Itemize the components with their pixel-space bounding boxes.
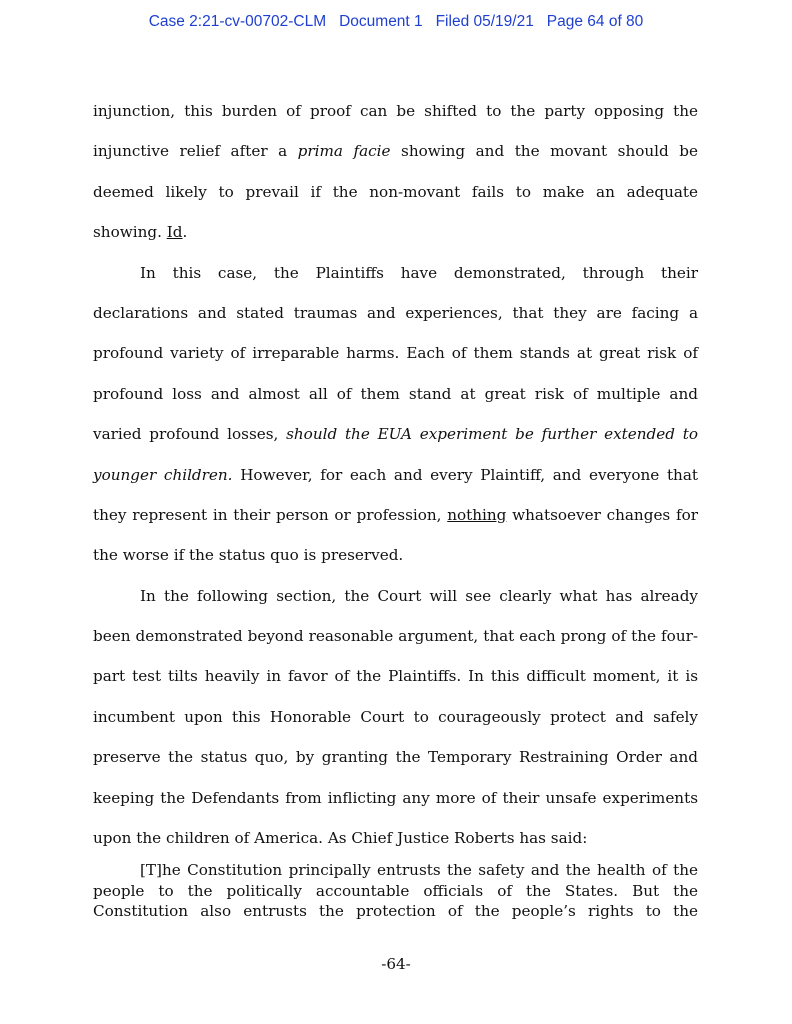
body-line: In this case, the Plaintiffs have demonstrated, through their — [140, 263, 698, 282]
filed-date: Filed 05/19/21 — [435, 13, 534, 30]
body-line: upon the children of America. As Chief Justice Roberts has said: — [93, 829, 588, 848]
quote-line: [T]he Constitution principally entrusts the safety and the health of the — [140, 861, 698, 879]
underlined-text: nothing — [447, 505, 507, 524]
body-line — [93, 495, 698, 535]
case-number: Case 2:21-cv-00702-CLM — [148, 13, 327, 30]
page-number: -64- — [381, 955, 411, 973]
document-body — [93, 91, 698, 858]
body-line: keeping the Defendants from inflicting any more of their unsafe experiments — [93, 788, 698, 807]
body-line: been demonstrated beyond reasonable argument, that each prong of the four- — [93, 627, 698, 646]
body-line: profound loss and almost all of them stand at great risk of multiple and — [93, 384, 698, 403]
text-run: varied profound losses, — [93, 425, 287, 444]
text-run: they represent in their person or profession, — [93, 505, 448, 524]
body-line: profound variety of irreparable harms. Each of them stands at great risk of — [93, 344, 698, 363]
document-number: Document 1 — [339, 13, 423, 30]
text-run: injunctive relief after a — [93, 142, 298, 161]
italic-text: should the EUA experiment be further extended to — [286, 425, 698, 444]
text-run: . — [182, 223, 188, 242]
page-indicator: Page 64 of 80 — [546, 13, 644, 30]
text-run: whatsoever changes for — [506, 505, 698, 524]
block-quote — [93, 860, 698, 922]
body-line — [93, 455, 698, 495]
body-line: declarations and stated traumas and experiences, that they are facing a — [93, 303, 698, 322]
body-line: injunction, this burden of proof can be shifted to the party opposing the — [93, 102, 698, 120]
body-line: preserve the status quo, by granting the Temporary Restraining Order and — [93, 748, 698, 767]
text-run: showing and the movant should be — [390, 142, 698, 161]
italic-text: younger children. — [93, 465, 233, 484]
quote-line: people to the politically accountable officials of the States. But the — [93, 881, 698, 900]
italic-term: prima facie — [297, 142, 391, 161]
body-line: deemed likely to prevail if the non-movant fails to make an adequate — [93, 182, 698, 201]
case-header — [0, 13, 792, 31]
text-run: However, for each and every Plaintiff, and everyone that — [232, 465, 698, 484]
body-line: incumbent upon this Honorable Court to courageously protect and safely — [93, 707, 698, 726]
body-line: the worse if the status quo is preserved. — [93, 546, 404, 565]
body-line — [93, 414, 698, 454]
quote-line: Constitution also entrusts the protection of the people’s rights to the — [93, 902, 698, 920]
text-run: showing. — [93, 223, 167, 242]
body-line — [93, 212, 698, 252]
body-line — [93, 131, 698, 171]
body-line: In the following section, the Court will see clearly what has already — [140, 586, 698, 605]
citation-id: Id — [166, 223, 183, 242]
body-line: part test tilts heavily in favor of the Plaintiffs. In this difficult moment, it is — [93, 667, 698, 686]
